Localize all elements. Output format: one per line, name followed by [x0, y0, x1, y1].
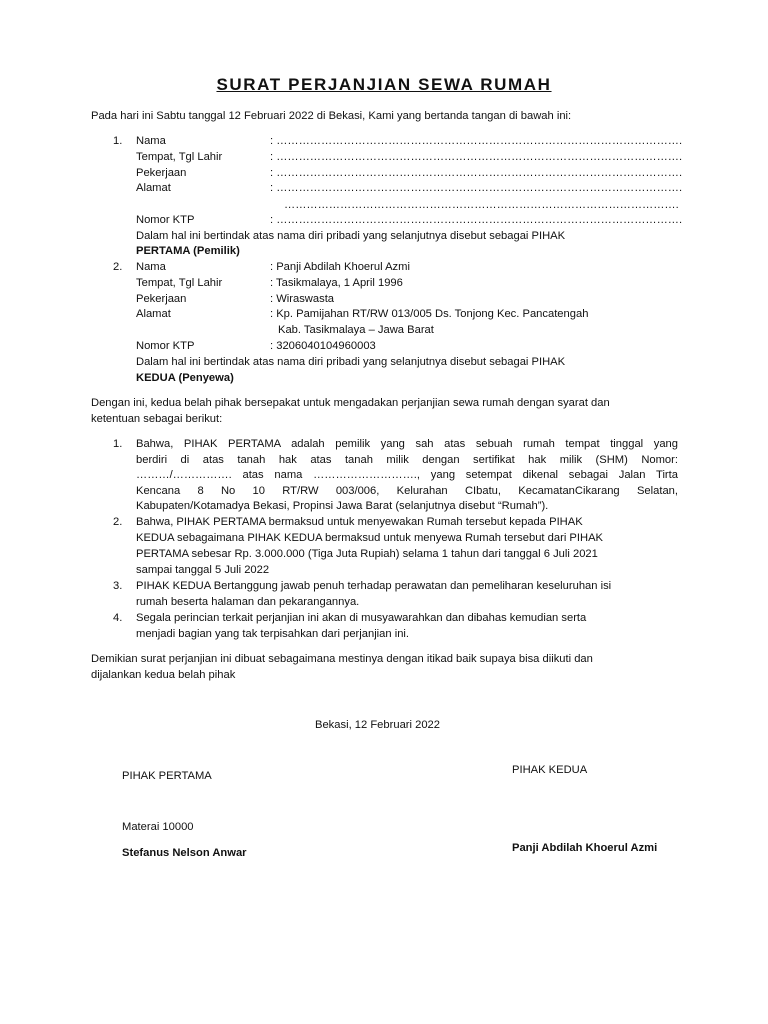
party-2-birth-value: : Tasikmalaya, 1 April 1996 — [270, 277, 403, 289]
agreement-intro-line-1: Dengan ini, kedua belah pihak bersepakat untuk mengadakan perjanjian sewa rumah dengan syarat dan — [91, 397, 610, 409]
party-2-signature-name: Panji Abdilah Khoerul Azmi — [512, 842, 658, 854]
term-1-number: 1. — [113, 438, 123, 450]
term-2-line: PERTAMA sebesar Rp. 3.000.000 (Tiga Juta Rupiah) selama 1 tahun dari tanggal 6 Juli 2021 — [136, 548, 598, 560]
party-1-job-value: : ………………………………………………………………………………………………. — [270, 167, 683, 179]
party-1-statement: Dalam hal ini bertindak atas nama diri pribadi yang selanjutnya disebut sebagai PIHAK — [136, 230, 566, 242]
party-1-job-label: Pekerjaan — [136, 167, 187, 179]
party-2-statement: Dalam hal ini bertindak atas nama diri pribadi yang selanjutnya disebut sebagai PIHAK — [136, 356, 566, 368]
party-2-number: 2. — [113, 261, 123, 273]
term-4-line: menjadi bagian yang tak terpisahkan dari perjanjian ini. — [136, 628, 410, 640]
party-2-address-label: Alamat — [136, 308, 171, 320]
term-1-line: ………/……………. atas nama ………………………., yang setempat dikenal sebagai Jalan Tirta — [136, 469, 678, 481]
term-4-number: 4. — [113, 612, 123, 624]
term-4-line: Segala perincian terkait perjanjian ini akan di musyawarahkan dan dibahas kemudian serta — [136, 612, 587, 624]
party-2-role: KEDUA (Penyewa) — [136, 372, 234, 384]
party-2-name-value: : Panji Abdilah Khoerul Azmi — [270, 261, 410, 273]
place-date: Bekasi, 12 Februari 2022 — [315, 719, 441, 731]
term-2-line: sampai tanggal 5 Juli 2022 — [136, 564, 270, 576]
party-1-name-value: : ………………………………………………………………………………………………. — [270, 135, 683, 147]
party-1-birth-label: Tempat, Tgl Lahir — [136, 151, 223, 163]
party-1-address-label: Alamat — [136, 182, 171, 194]
party-2-address-value: : Kp. Pamijahan RT/RW 013/005 Ds. Tonjong Kec. Pancatengah — [270, 308, 589, 320]
term-1-line: Bahwa, PIHAK PERTAMA adalah pemilik yang sah atas sebuah rumah tempat tinggal yang — [136, 438, 678, 450]
party-2-birth-label: Tempat, Tgl Lahir — [136, 277, 223, 289]
party-2-ktp-value: : 3206040104960003 — [270, 340, 376, 352]
term-1-line: Kabupaten/Kotamadya Bekasi, Propinsi Jawa Barat (selanjutnya disebut “Rumah”). — [136, 500, 549, 512]
party-1-ktp-label: Nomor KTP — [136, 214, 195, 226]
term-2-line: KEDUA sebagaimana PIHAK KEDUA bermaksud untuk menyewa Rumah tersebut dari PIHAK — [136, 532, 603, 544]
term-3-number: 3. — [113, 580, 123, 592]
party-1-birth-value: : ………………………………………………………………………………………………. — [270, 151, 683, 163]
term-1-line: Kencana 8 No 10 RT/RW 003/006, Kelurahan CIbatu, KecamatanCikarang Selatan, — [136, 485, 678, 497]
party-1-ktp-value: : ………………………………………………………………………………………………. — [270, 214, 683, 226]
agreement-intro-line-2: ketentuan sebagai berikut: — [91, 413, 223, 425]
party-1-address-value: : ………………………………………………………………………………………………. — [270, 182, 683, 194]
party-1-address-continuation: ……………………………………………………………………………………………. — [284, 199, 679, 211]
party-2-ktp-label: Nomor KTP — [136, 340, 195, 352]
party-1-signature-name: Stefanus Nelson Anwar — [122, 847, 247, 859]
stamp-note: Materai 10000 — [122, 821, 194, 833]
closing-line-2: dijalankan kedua belah pihak — [91, 669, 236, 681]
term-3-line: rumah beserta halaman dan pekarangannya. — [136, 596, 360, 608]
party-1-role: PERTAMA (Pemilik) — [136, 245, 240, 257]
party-2-signature-label: PIHAK KEDUA — [512, 764, 588, 776]
party-2-job-value: : Wiraswasta — [270, 293, 335, 305]
party-2-name-label: Nama — [136, 261, 166, 273]
term-2-number: 2. — [113, 516, 123, 528]
closing-line-1: Demikian surat perjanjian ini dibuat sebagaimana mestinya dengan itikad baik supaya bisa diikuti dan — [91, 653, 593, 665]
term-3-line: PIHAK KEDUA Bertanggung jawab penuh terhadap perawatan dan pemeliharan keseluruhan isi — [136, 580, 612, 592]
party-1-signature-label: PIHAK PERTAMA — [122, 770, 212, 782]
term-1-line: berdiri di atas tanah hak atas tanah milik dengan sertifikat hak milik (SHM) Nomor: — [136, 454, 678, 466]
party-2-address-continuation: Kab. Tasikmalaya – Jawa Barat — [278, 324, 434, 336]
party-1-name-label: Nama — [136, 135, 166, 147]
intro-paragraph: Pada hari ini Sabtu tanggal 12 Februari 2022 di Bekasi, Kami yang bertanda tangan di bawah ini: — [91, 110, 572, 122]
party-2-job-label: Pekerjaan — [136, 293, 187, 305]
document-title: SURAT PERJANJIAN SEWA RUMAH — [216, 75, 552, 94]
term-2-line: Bahwa, PIHAK PERTAMA bermaksud untuk menyewakan Rumah tersebut kepada PIHAK — [136, 516, 583, 528]
party-1-number: 1. — [113, 135, 123, 147]
